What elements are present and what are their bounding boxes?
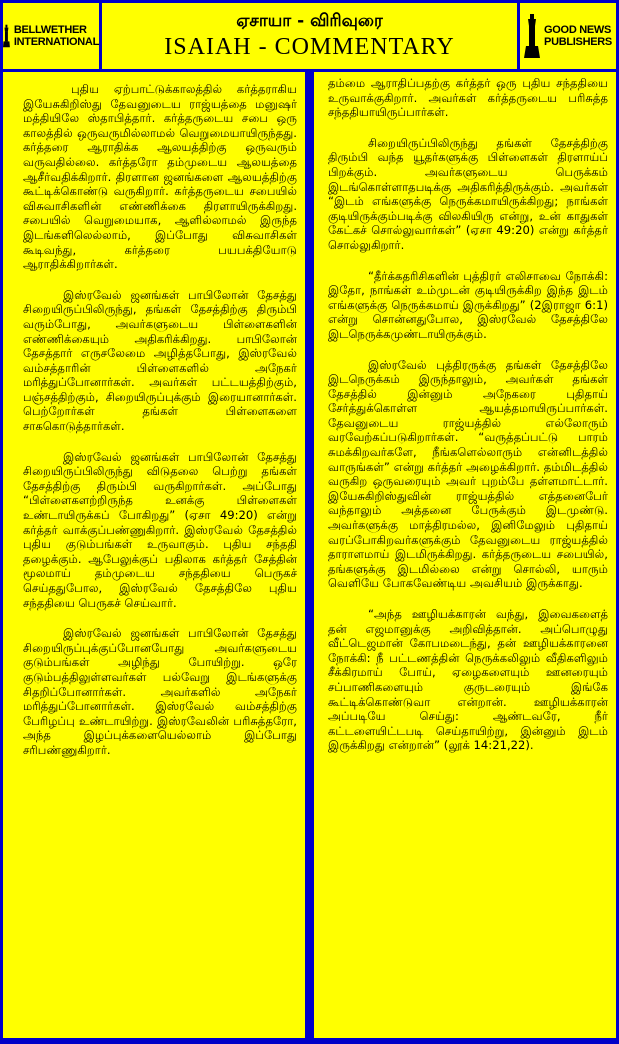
logo-line1: BELLWETHER <box>13 24 87 36</box>
logo-line2: INTERNATIONAL <box>13 36 99 48</box>
title-english: ISAIAH - COMMENTARY <box>164 34 455 60</box>
paragraph: இஸ்ரவேல் புத்திரருக்கு தங்கள் தேசத்திலே இடநெருக்கம் இருந்தாலும், அவர்கள் தங்கள் தேசத்தில் இன்னும் அநேகரை புதிதாய் சேர்த்துக்கொள்ள ஆயத்தமாயிருப்பார்கள். தேவனுடைய ராஜ்யத்தில் எல்லோரும் வரவேற்கப்படுகிறார்கள். “வருத்தப்பட்டு பாரம் சுமக்கிறவர்களே, நீங்களெல்லாரும் என்னிடத்தில் வாருங்கள்” என்று கர்த்தர் அழைக்கிறார். தம்மிடத்தில் வருகிற ஒருவரையும் அவர் புறம்பே தள்ளமாட்டார். இயேசுகிறிஸ்துவின் ராஜ்யத்தில் எத்தனைபேர் வந்தாலும் அத்தனை பேருக்கும் இடமுண்டு. அவர்களுக்கு மாத்திரமல்ல, இனிமேலும் புதிதாய் வரப்போகிறவர்களுக்கும் தேவனுடைய ராஜ்யத்தில் தாராளமாய் இடமிருக்கிறது. கர்த்தருடைய சபையில், தங்களுக்கு இடமில்லை என்று சொல்லி, யாரும் வெளியே போகவேண்டிய அவசியம் இருக்காது. <box>328 357 608 591</box>
paragraph: “அந்த ஊழியக்காரன் வந்து, இவைகளைத் தன் எஜமானுக்கு அறிவித்தான். அப்பொழுது வீட்டெஜமான் கோபமடைந்து, தன் ஊழியக்காரனை நோக்கி: நீ பட்டணத்தின் நெருக்கலிலும் வீதிகளிலும் சீக்கிரமாய் போய், ஏழைகளையும் ஊனரையும் சப்பாணிகளையும் குருடரையும் இங்கே கூட்டிக்கொண்டுவா என்றான். ஊழியக்காரன் அப்படியே செய்து: ஆண்டவரே, நீர் கட்டளையிட்டபடி செய்தாயிற்று, இன்னும் இடம் இருக்கிறது என்றான்” (லூக் 14:21,22). <box>328 607 608 753</box>
right-column <box>314 72 616 1038</box>
bellwether-logo <box>3 3 99 69</box>
paragraph: இஸ்ரவேல் ஜனங்கள் பாபிலோன் தேசத்து சிறையிருப்பிலிருந்து விடுதலை பெற்று தங்கள் தேசத்திற்கு திரும்பி வருகிறார்கள். அப்போது “பிள்ளைகளற்றிருந்த உனக்கு பிள்ளைகள் உண்டாயிருக்கப் போகிறது” (ஏசா 49:20) என்று கர்த்தர் வாக்குப்பண்ணுகிறார். இஸ்ரவேல் தேசத்தில் புதிய குடும்பங்கள் உருவாகும். புதிய சந்ததி தழைக்கும். ஆபேலுக்குப் பதிலாக கர்த்தர் சேத்தின் மூலமாய் தம்முடைய சந்ததியை பெருகச் செய்ததுபோல, இஸ்ரவேல் தேசத்திலே புதிய சந்ததியை பெருகச் செய்வார். <box>23 449 297 610</box>
title-block <box>102 3 517 69</box>
paragraph: புதிய ஏற்பாட்டுக்காலத்தில் கர்த்தராகிய இயேசுகிறிஸ்து தேவனுடைய ராஜ்யத்தை மனுஷர் மத்தியிலே ஸ்தாபித்தார். கர்த்தருடைய சபை ஒரு காலத்தில் ஒருவருமில்லாமல் வெறுமையாயிருந்தது. கர்த்தரை ஆராதிக்க ஆலயத்திற்கு ஒருவரும் வருவதில்லை. கர்த்தரோ தம்முடைய ஆலயத்தை ஆசீர்வதிக்கிறார். திரளான ஜனங்களை ஆலயத்திற்கு கூட்டிக்கொண்டு வருகிறார். கர்த்தருடைய சபையில் விசுவாசிகளின் எண்ணிக்கை திரளாயிருக்கிறது. சபையில் வெறுமையாக, ஆளில்லாமல் இருந்த இடங்களிலெல்லாம், இப்போது விசுவாசிகள் கூடிவந்து, கர்த்தரை பயபக்தியோடு ஆராதிக்கிறார்கள். <box>23 82 297 272</box>
tower-icon <box>3 13 10 59</box>
paragraph: இஸ்ரவேல் ஜனங்கள் பாபிலோன் தேசத்து சிறையிருப்பிலிருந்து, தங்கள் தேசத்திற்கு திரும்பி வரும்போது, அவர்களுடைய பிள்ளைகளின் எண்ணிக்கையும் அதிகரிக்கிறது. பாபிலோன் தேசத்தார் எருசலேமை அழித்தபோது, இஸ்ரவேல் வம்சத்தாரின் பிள்ளைகளில் அநேகர் மரித்துப்போனார்கள். அவர்கள் பட்டயத்திற்கும், பஞ்சத்திற்கும், சிறையிருப்புக்கும் இரையானார்கள். பெற்றோர்கள் தங்கள் பிள்ளைகளை சாககொடுத்தார்கள். <box>23 287 297 434</box>
paragraph: “தீர்க்கதரிசிகளின் புத்திரர் எலிசாவை நோக்கி: இதோ, நாங்கள் உம்முடன் குடியிருக்கிற இந்த இடம் எங்களுக்கு நெருக்கமாய் இருக்கிறது” (2இராஜா 6:1) என்று சொன்னதுபோல, இஸ்ரவேல் தேசத்திலே இடநெருக்கமுண்டாயிருக்கும். <box>328 268 608 341</box>
header <box>3 3 616 69</box>
left-column <box>3 72 305 1038</box>
paragraph: தம்மை ஆராதிப்பதற்கு கர்த்தர் ஒரு புதிய சந்ததியை உருவாக்குகிறார். அவர்கள் கர்த்தருடைய பரிசுத்த சந்ததியாயிருப்பார்கள். <box>328 76 608 120</box>
logo-line1: GOOD NEWS <box>544 24 612 36</box>
tower-icon <box>524 14 540 58</box>
good-news-logo <box>520 3 616 69</box>
paragraph: இஸ்ரவேல் ஜனங்கள் பாபிலோன் தேசத்து சிறையிருப்புக்குப்போனபோது அவர்களுடைய குடும்பங்கள் அழிந்து போயிற்று. ஒரே குடும்பத்திலுள்ளவர்கள் பல்வேறு இடங்களுக்கு சிதறிப்போனார்கள். அவர்களில் அநேகர் மரித்துப்போனார்கள். இஸ்ரவேல் வம்சத்திற்கு பேரிழப்பு உண்டாயிற்று. இஸ்ரவேலின் பரிசுத்தரோ, அந்த இழப்புக்களையெல்லாம் இப்போது சரிபண்ணுகிறார். <box>23 626 297 757</box>
paragraph: சிறையிருப்பிலிருந்து தங்கள் தேசத்திற்கு திரும்பி வந்த யூதர்களுக்கு பிள்ளைகள் திரளாய்ப் பிறக்கும். அவர்களுடைய பெருக்கம் இடங்கொள்ளாதபடிக்கு அதிகரித்திருக்கும். அவர்கள் “இடம் எங்களுக்கு நெருக்கமாயிருக்கிறது; நாங்கள் குடியிருக்கும்படிக்கு விலகியிரு என்று, உன் காதுகள் கேட்கச் சொல்லுவார்கள்” (ஏசா 49:20) என்று கர்த்தர் சொல்லுகிறார். <box>328 135 608 252</box>
title-tamil: ஏசாயா - விரிவுரை <box>236 11 383 31</box>
logo-line2: PUBLISHERS <box>544 36 612 48</box>
body-columns <box>3 72 616 1038</box>
